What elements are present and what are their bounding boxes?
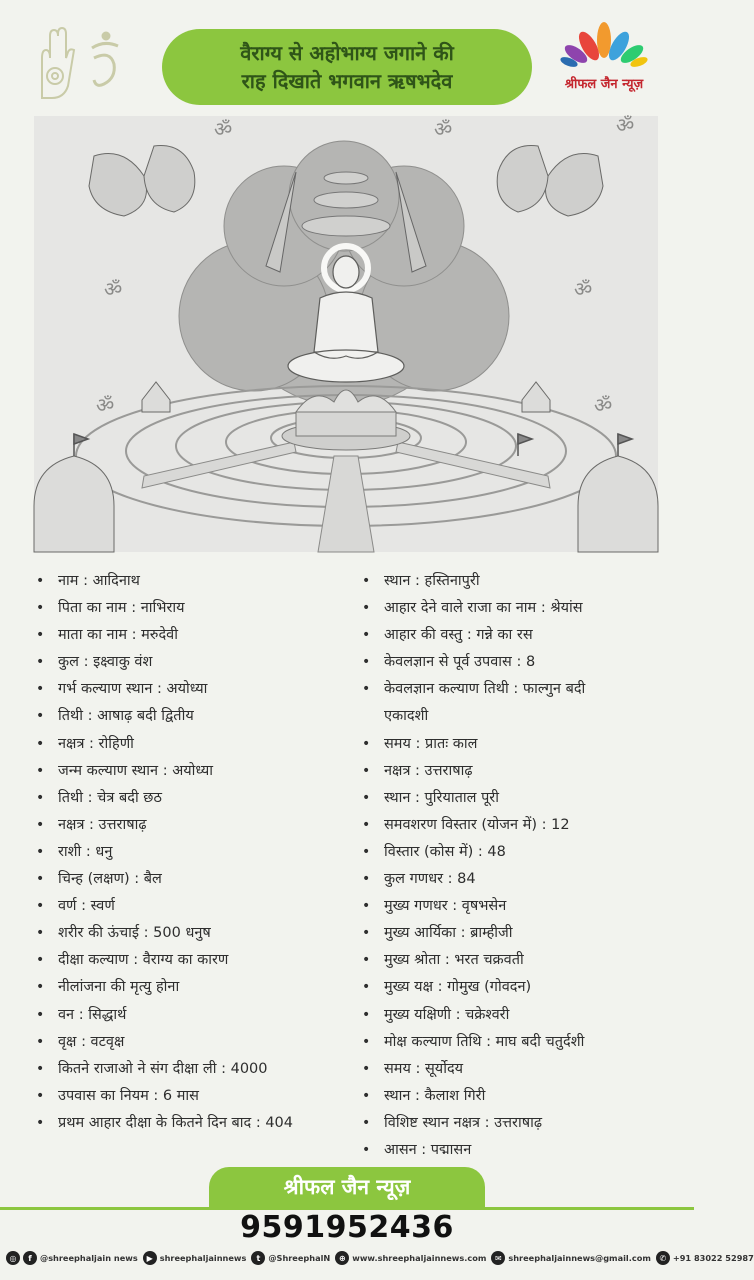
globe-link-text[interactable]: www.shreephaljainnews.com (352, 1253, 487, 1263)
fact-item: • नक्षत्र : रोहिणी (34, 731, 354, 758)
fact-item: एकादशी (384, 708, 429, 725)
fact-item: • वन : सिद्धार्थ (34, 1002, 354, 1029)
jain-hand-icon (32, 28, 142, 102)
fact-item: • मुख्य यक्ष : गोमुख (गोवदन) (360, 974, 660, 1001)
fact-item: • राशी : धनु (34, 839, 354, 866)
fact-item: • नक्षत्र : उत्तराषाढ़ (34, 812, 354, 839)
brand-logo (548, 20, 660, 112)
fact-item: • समय : प्रातः काल (360, 731, 660, 758)
om-symbol: ॐ (96, 393, 115, 417)
fact-item: • तिथी : आषाढ़ बदी द्वितीय (34, 703, 354, 730)
fact-item: • स्थान : पुरियाताल पूरी (360, 785, 660, 812)
facebook-link-text[interactable]: @shreephaljain news (40, 1253, 138, 1263)
om-symbol: ॐ (104, 277, 123, 301)
fact-item: • मुख्य आर्यिका : ब्राम्हीजी (360, 920, 660, 947)
facts-list-right (360, 568, 660, 1164)
title-banner (162, 29, 532, 105)
title-line-1: वैराग्य से अहोभाग्य जगाने की (240, 41, 454, 65)
fact-item: • गर्भ कल्याण स्थान : अयोध्या (34, 676, 354, 703)
fact-item: • स्थान : कैलाश गिरी (360, 1083, 660, 1110)
om-symbol: ॐ (214, 117, 233, 141)
lotus-icon (559, 20, 649, 70)
brand-name: श्रीफल जैन न्यूज़ (564, 77, 644, 92)
contact-phone[interactable]: 9591952436 (240, 1210, 454, 1245)
fact-item: • माता का नाम : मरुदेवी (34, 622, 354, 649)
om-symbol: ॐ (434, 117, 453, 141)
fact-item: • कुल गणधर : 84 (360, 866, 660, 893)
fact-item: • आसन : पद्मासन (360, 1137, 660, 1164)
fact-item: • विशिष्ट स्थान नक्षत्र : उत्तराषाढ़ (360, 1110, 660, 1137)
youtube-link-text[interactable]: shreephaljainnews (159, 1253, 247, 1263)
fact-item: • जन्म कल्याण स्थान : अयोध्या (34, 758, 354, 785)
social-links-bar (6, 1248, 754, 1268)
phone-icon[interactable]: ✆ (656, 1251, 670, 1265)
fact-item: • शरीर की ऊंचाई : 500 धनुष (34, 920, 354, 947)
fact-item: • मुख्य श्रोता : भरत चक्रवती (360, 947, 660, 974)
fact-item: • मोक्ष कल्याण तिथि : माघ बदी चतुर्दशी (360, 1029, 660, 1056)
fact-item: • नाम : आदिनाथ (34, 568, 354, 595)
twitter-icon[interactable]: t (251, 1251, 265, 1265)
instagram-icon[interactable]: ◎ (6, 1251, 20, 1265)
fact-item: • उपवास का नियम : 6 मास (34, 1083, 354, 1110)
rishabhdev-illustration (34, 113, 658, 552)
fact-item: • आहार देने वाले राजा का नाम : श्रेयांस (360, 595, 660, 622)
mail-link-text[interactable]: shreephaljainnews@gmail.com (508, 1253, 651, 1263)
hrim-symbol-icon (92, 33, 118, 85)
fact-item: • विस्तार (कोस में) : 48 (360, 839, 660, 866)
illustration-image (34, 113, 658, 552)
globe-icon[interactable]: ⊕ (335, 1251, 349, 1265)
fact-item: • केवलज्ञान से पूर्व उपवास : 8 (360, 649, 660, 676)
fact-item: • नक्षत्र : उत्तराषाढ़ (360, 758, 660, 785)
fact-item: • वर्ण : स्वर्ण (34, 893, 354, 920)
fact-item: • मुख्य यक्षिणी : चक्रेश्वरी (360, 1002, 660, 1029)
footer-brand-name: श्रीफल जैन न्यूज़ (283, 1175, 411, 1199)
fact-item: • आहार की वस्तु : गन्ने का रस (360, 622, 660, 649)
fact-item: • नीलांजना की मृत्यु होना (34, 974, 354, 1001)
phone-link-text[interactable]: +91 83022 52987 (672, 1253, 754, 1263)
om-symbol: ॐ (574, 277, 593, 301)
fact-item: • प्रथम आहार दीक्षा के कितने दिन बाद : 404 (34, 1110, 354, 1137)
jain-symbol-logos (32, 28, 142, 102)
facts-list-left (34, 568, 354, 1137)
fact-item: • तिथी : चेत्र बदी छठ (34, 785, 354, 812)
om-symbol: ॐ (616, 113, 635, 137)
fact-item: • चिन्ह (लक्षण) : बैल (34, 866, 354, 893)
twitter-link-text[interactable]: @ShreephalN (268, 1253, 331, 1263)
fact-item: • कुल : इक्ष्वाकु वंश (34, 649, 354, 676)
fact-item: • समय : सूर्योदय (360, 1056, 660, 1083)
fact-item: • मुख्य गणधर : वृषभसेन (360, 893, 660, 920)
facebook-icon[interactable]: f (23, 1251, 37, 1265)
fact-item: • समवशरण विस्तार (योजन में) : 12 (360, 812, 660, 839)
mail-icon[interactable]: ✉ (491, 1251, 505, 1265)
fact-item: • वृक्ष : वटवृक्ष (34, 1029, 354, 1056)
fact-item: • दीक्षा कल्याण : वैराग्य का कारण (34, 947, 354, 974)
youtube-icon[interactable]: ▶ (143, 1251, 157, 1265)
om-symbol: ॐ (594, 393, 613, 417)
title-line-2: राह दिखाते भगवान ऋषभदेव (241, 69, 453, 93)
fact-item: • कितने राजाओ ने संग दीक्षा ली : 4000 (34, 1056, 354, 1083)
fact-item: • केवलज्ञान कल्याण तिथी : फाल्गुन बदी (360, 676, 660, 703)
footer-brand-banner (209, 1167, 485, 1207)
fact-item: • स्थान : हस्तिनापुरी (360, 568, 660, 595)
fact-item: • पिता का नाम : नाभिराय (34, 595, 354, 622)
